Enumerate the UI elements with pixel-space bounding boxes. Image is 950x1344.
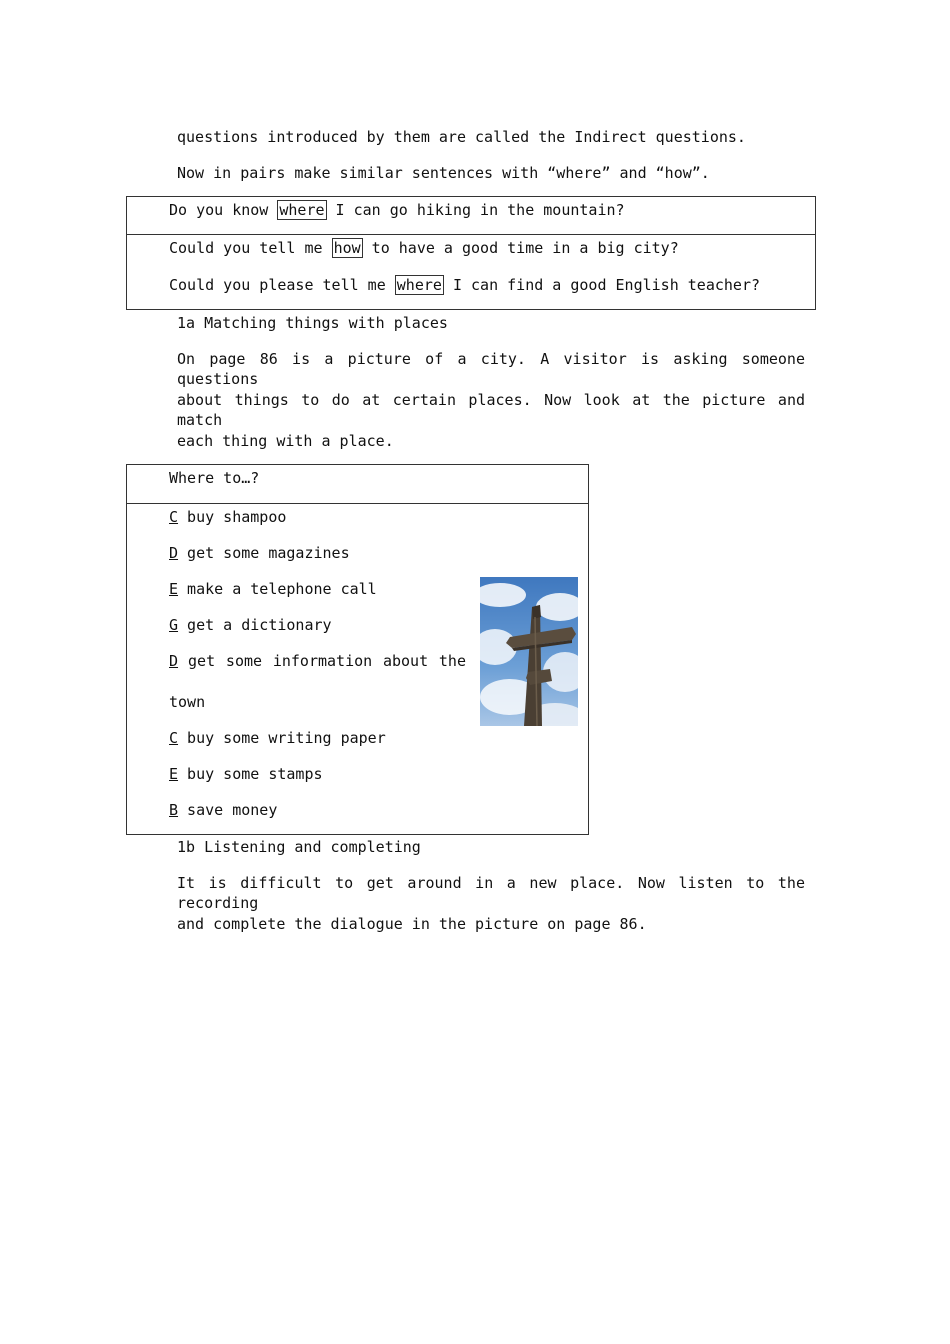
match-item: [169, 800, 277, 820]
match-answer: C: [169, 508, 179, 526]
section-1b-para-line-1: It is difficult to get around in a new place. Now listen to the recording: [177, 874, 805, 912]
examples-table-divider: [126, 234, 816, 235]
example-row-1: [169, 200, 625, 220]
example-3-keyword: where: [396, 276, 442, 294]
section-1a-para-line-2: about things to do at certain places. Now look at the picture and match: [177, 391, 805, 429]
section-1a-heading: 1a Matching things with places: [177, 314, 448, 332]
match-text: make a telephone call: [178, 580, 377, 598]
match-text: buy shampoo: [178, 508, 287, 526]
match-answer: E: [169, 580, 179, 598]
match-text: get some magazines: [178, 544, 350, 562]
match-answer: D: [169, 544, 179, 562]
example-1-after: I can go hiking in the mountain?: [326, 201, 625, 219]
match-item: [169, 615, 332, 635]
section-1a-para-line-1: On page 86 is a picture of a city. A visitor is asking someone questions: [177, 350, 805, 388]
match-answer: B: [169, 801, 179, 819]
example-2-after: to have a good time in a big city?: [362, 239, 679, 257]
example-1-keyword: where: [279, 201, 325, 219]
match-item: [169, 764, 323, 784]
match-answer: C: [169, 729, 179, 747]
intro-line-2: Now in pairs make similar sentences with “where” and “how”.: [177, 164, 710, 182]
match-answer: D: [169, 652, 179, 670]
match-item-continuation: town: [169, 693, 206, 711]
match-text: get some information about the: [188, 652, 466, 670]
match-text: get a dictionary: [178, 616, 332, 634]
match-answer: E: [169, 765, 179, 783]
example-1-before: Do you know: [169, 201, 278, 219]
match-text: buy some stamps: [178, 765, 323, 783]
signpost-photo: [480, 577, 578, 726]
section-1a-para-line-3: each thing with a place.: [177, 432, 394, 450]
match-item: [169, 507, 286, 527]
match-answer: G: [169, 616, 179, 634]
example-2-before: Could you tell me: [169, 239, 332, 257]
example-row-3: [169, 275, 760, 295]
match-item: [169, 651, 466, 671]
matching-header: Where to…?: [169, 469, 260, 487]
matching-table-divider: [126, 503, 589, 504]
intro-line-1: questions introduced by them are called the Indirect questions.: [177, 128, 746, 146]
example-3-before: Could you please tell me: [169, 276, 395, 294]
example-row-2: [169, 238, 679, 258]
section-1b-para-line-2: and complete the dialogue in the picture on page 86.: [177, 915, 647, 933]
example-2-keyword: how: [333, 239, 361, 257]
example-3-after: I can find a good English teacher?: [443, 276, 761, 294]
match-item: [169, 543, 350, 563]
match-item: [169, 728, 386, 748]
match-text: save money: [178, 801, 278, 819]
match-item: [169, 579, 377, 599]
section-1b-heading: 1b Listening and completing: [177, 838, 421, 856]
match-text: buy some writing paper: [178, 729, 386, 747]
